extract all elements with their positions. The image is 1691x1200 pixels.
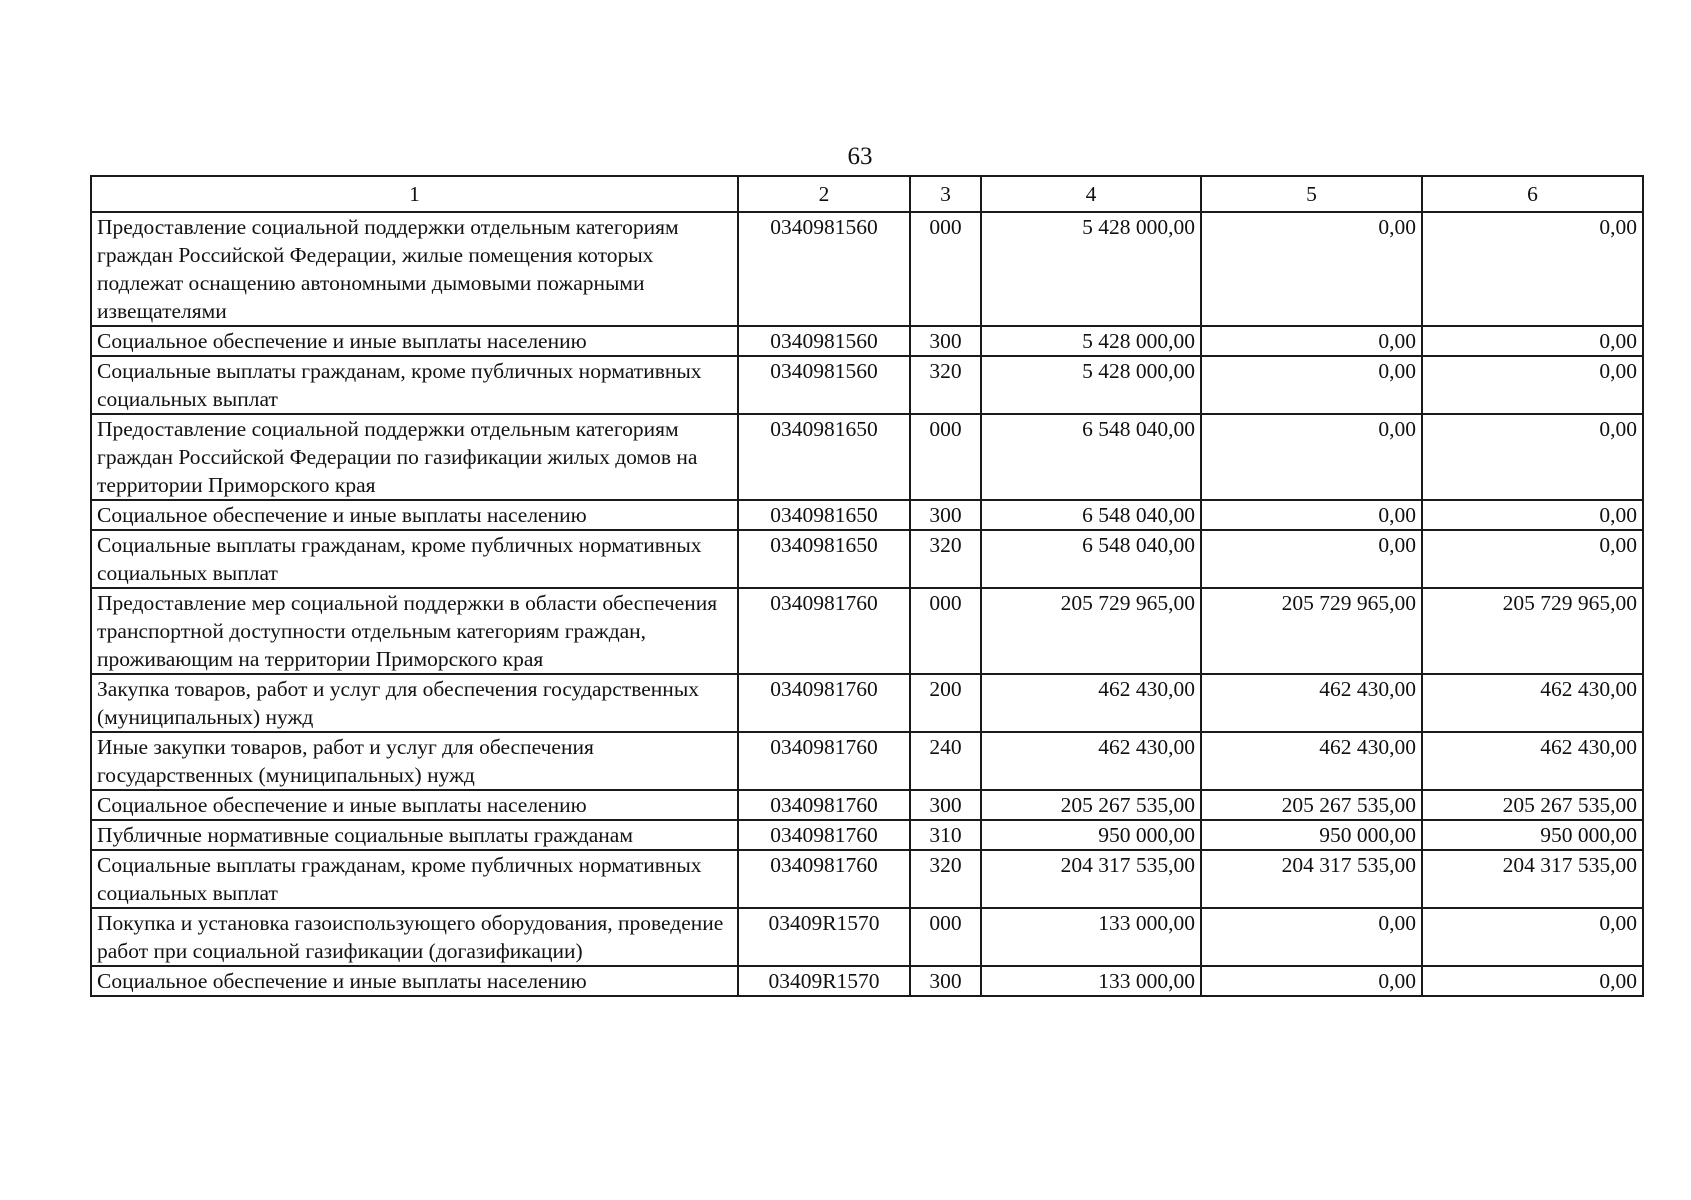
amount-column-5-cell: 0,00 [1201,326,1422,356]
amount-column-5-cell: 0,00 [1201,414,1422,500]
expense-type-cell: 320 [910,530,981,588]
table-header-row [91,176,1643,212]
item-name-cell: Социальные выплаты гражданам, кроме публичных нормативных социальных выплат [91,850,738,908]
amount-column-4-cell: 205 729 965,00 [981,588,1201,674]
expense-type-cell: 300 [910,790,981,820]
target-code-cell: 0340981760 [738,790,910,820]
item-name-cell: Закупка товаров, работ и услуг для обеспечения государственных (муниципальных) нужд [91,674,738,732]
amount-column-6-cell: 950 000,00 [1422,820,1643,850]
amount-column-6-cell: 205 729 965,00 [1422,588,1643,674]
amount-column-4-cell: 205 267 535,00 [981,790,1201,820]
amount-column-4-cell: 950 000,00 [981,820,1201,850]
amount-column-6-cell: 0,00 [1422,908,1643,966]
amount-column-5-cell: 0,00 [1201,530,1422,588]
target-code-cell: 0340981560 [738,212,910,326]
target-code-cell: 03409R1570 [738,966,910,996]
expense-type-cell: 240 [910,732,981,790]
column-header: 1 [91,176,738,212]
table-row [91,908,1643,966]
amount-column-5-cell: 462 430,00 [1201,732,1422,790]
expense-type-cell: 300 [910,966,981,996]
item-name-cell: Предоставление социальной поддержки отдельным категориям граждан Российской Федерации по газификации жилых домов на территории Приморского края [91,414,738,500]
amount-column-6-cell: 462 430,00 [1422,732,1643,790]
target-code-cell: 03409R1570 [738,908,910,966]
amount-column-5-cell: 462 430,00 [1201,674,1422,732]
column-header: 4 [981,176,1201,212]
amount-column-6-cell: 462 430,00 [1422,674,1643,732]
amount-column-6-cell: 0,00 [1422,212,1643,326]
amount-column-4-cell: 6 548 040,00 [981,530,1201,588]
item-name-cell: Предоставление социальной поддержки отдельным категориям граждан Российской Федерации, жилые помещения которых подлежат оснащению автономными дымовыми пожарными извещателями [91,212,738,326]
amount-column-4-cell: 5 428 000,00 [981,212,1201,326]
amount-column-6-cell: 0,00 [1422,530,1643,588]
expense-type-cell: 300 [910,326,981,356]
amount-column-5-cell: 0,00 [1201,500,1422,530]
table-row [91,212,1643,326]
target-code-cell: 0340981560 [738,326,910,356]
column-header: 2 [738,176,910,212]
target-code-cell: 0340981650 [738,530,910,588]
expense-type-cell: 000 [910,414,981,500]
table-row [91,588,1643,674]
amount-column-6-cell: 0,00 [1422,356,1643,414]
amount-column-4-cell: 204 317 535,00 [981,850,1201,908]
amount-column-4-cell: 462 430,00 [981,732,1201,790]
column-header: 6 [1422,176,1643,212]
table-row [91,500,1643,530]
budget-table [90,175,1644,997]
amount-column-4-cell: 6 548 040,00 [981,414,1201,500]
amount-column-5-cell: 950 000,00 [1201,820,1422,850]
expense-type-cell: 000 [910,908,981,966]
item-name-cell: Публичные нормативные социальные выплаты гражданам [91,820,738,850]
table-row [91,790,1643,820]
item-name-cell: Социальные выплаты гражданам, кроме публичных нормативных социальных выплат [91,530,738,588]
table-row [91,530,1643,588]
amount-column-6-cell: 0,00 [1422,326,1643,356]
item-name-cell: Социальное обеспечение и иные выплаты населению [91,790,738,820]
amount-column-4-cell: 6 548 040,00 [981,500,1201,530]
table-row [91,674,1643,732]
amount-column-5-cell: 0,00 [1201,356,1422,414]
expense-type-cell: 320 [910,850,981,908]
amount-column-6-cell: 205 267 535,00 [1422,790,1643,820]
target-code-cell: 0340981760 [738,732,910,790]
expense-type-cell: 000 [910,212,981,326]
amount-column-6-cell: 0,00 [1422,500,1643,530]
column-header: 5 [1201,176,1422,212]
table-row [91,850,1643,908]
amount-column-5-cell: 0,00 [1201,966,1422,996]
table-row [91,356,1643,414]
item-name-cell: Социальные выплаты гражданам, кроме публичных нормативных социальных выплат [91,356,738,414]
target-code-cell: 0340981760 [738,820,910,850]
item-name-cell: Покупка и установка газоиспользующего оборудования, проведение работ при социальной газификации (догазификации) [91,908,738,966]
expense-type-cell: 000 [910,588,981,674]
amount-column-5-cell: 0,00 [1201,908,1422,966]
amount-column-4-cell: 133 000,00 [981,966,1201,996]
table-row [91,326,1643,356]
target-code-cell: 0340981650 [738,414,910,500]
amount-column-4-cell: 133 000,00 [981,908,1201,966]
expense-type-cell: 310 [910,820,981,850]
item-name-cell: Предоставление мер социальной поддержки в области обеспечения транспортной доступности отдельным категориям граждан, проживающим на территории Приморского края [91,588,738,674]
expense-type-cell: 300 [910,500,981,530]
amount-column-5-cell: 204 317 535,00 [1201,850,1422,908]
amount-column-4-cell: 5 428 000,00 [981,356,1201,414]
amount-column-6-cell: 0,00 [1422,414,1643,500]
table-row [91,414,1643,500]
amount-column-5-cell: 205 267 535,00 [1201,790,1422,820]
expense-type-cell: 320 [910,356,981,414]
target-code-cell: 0340981760 [738,588,910,674]
table-body [91,212,1643,996]
item-name-cell: Социальное обеспечение и иные выплаты населению [91,326,738,356]
target-code-cell: 0340981560 [738,356,910,414]
item-name-cell: Социальное обеспечение и иные выплаты населению [91,500,738,530]
table-row [91,820,1643,850]
amount-column-5-cell: 0,00 [1201,212,1422,326]
expense-type-cell: 200 [910,674,981,732]
amount-column-6-cell: 0,00 [1422,966,1643,996]
amount-column-4-cell: 462 430,00 [981,674,1201,732]
amount-column-6-cell: 204 317 535,00 [1422,850,1643,908]
table-row [91,732,1643,790]
amount-column-4-cell: 5 428 000,00 [981,326,1201,356]
page-number: 63 [847,143,873,170]
item-name-cell: Социальное обеспечение и иные выплаты населению [91,966,738,996]
table-row [91,966,1643,996]
target-code-cell: 0340981650 [738,500,910,530]
target-code-cell: 0340981760 [738,674,910,732]
target-code-cell: 0340981760 [738,850,910,908]
item-name-cell: Иные закупки товаров, работ и услуг для обеспечения государственных (муниципальных) нужд [91,732,738,790]
amount-column-5-cell: 205 729 965,00 [1201,588,1422,674]
column-header: 3 [910,176,981,212]
